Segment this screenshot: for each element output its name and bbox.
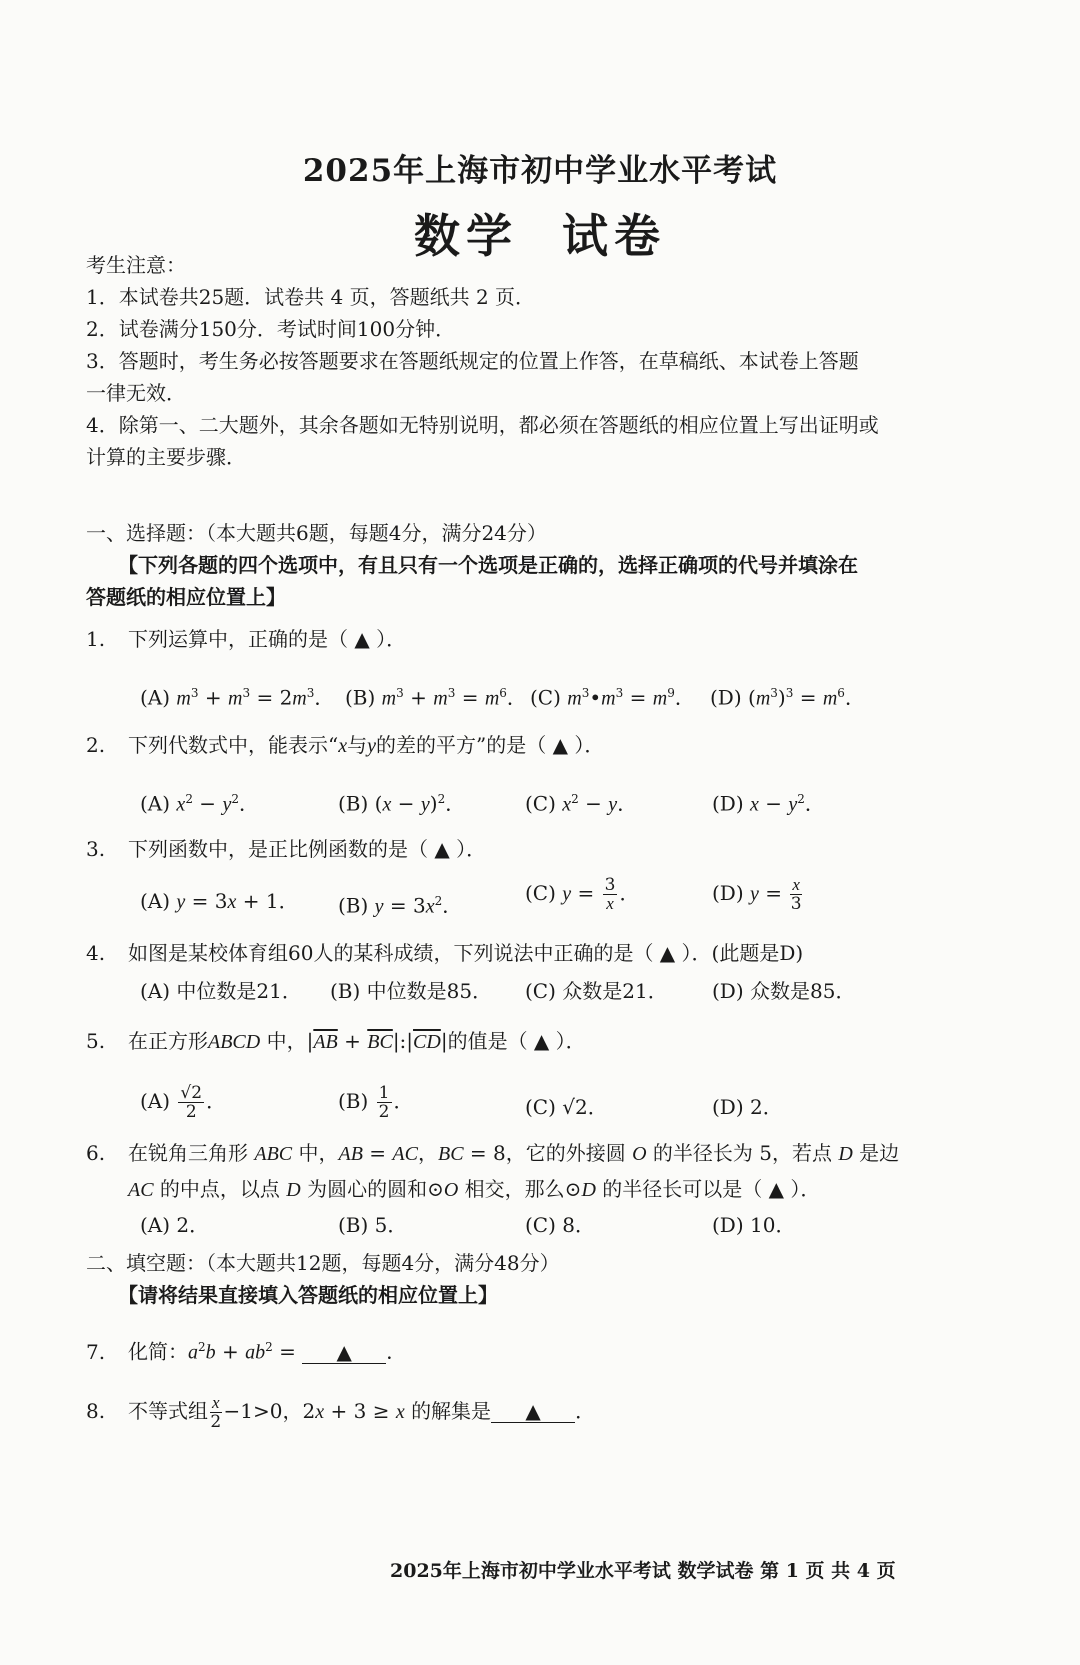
question-1-option-b: (B) $m^3 + m^3 = m^6$．: [345, 685, 527, 710]
question-5-option-a: (A) $\frac{√2}{2}$ ．: [140, 1083, 227, 1122]
question-7: 7. 化简：$a^2b + ab^2$ = ▲ ．: [86, 1339, 407, 1364]
question-6-stem-2: AC 的中点，以点 D 为圆心的圆和⊙O 相交，那么⊙D 的半径长可以是（ ▲ ）．: [128, 1177, 821, 1201]
section2-heading: 二、填空题：（本大题共12题，每题4分，满分48分）: [86, 1251, 560, 1275]
question-4-option-c: (C) 众数是21．: [525, 979, 668, 1003]
question-8: 8. 不等式组 $\frac{x}{2}$ −1>0，2x + 3 ≥ x 的解集是 ▲ ．: [86, 1393, 596, 1432]
exam-title: 2025年上海市初中学业水平考试: [302, 153, 778, 189]
question-1-option-d: (D) $(m^3)^3 = m^6$．: [710, 685, 865, 710]
section1-instruction-1: 【下列各题的四个选项中，有且只有一个选项是正确的，选择正确项的代号并填涂在: [118, 553, 858, 577]
answer-blank-7: ▲: [302, 1341, 386, 1364]
question-6-option-a: (A) 2．: [140, 1213, 210, 1237]
question-3-option-d: (D) y = $\frac{x}{3}$: [712, 875, 802, 914]
page-footer: 2025年上海市初中学业水平考试 数学试卷 第 1 页 共 4 页: [390, 1560, 896, 1582]
notice-item-4-cont: 计算的主要步骤．: [86, 445, 246, 469]
question-4-option-b: (B) 中位数是85．: [330, 979, 493, 1003]
question-4-option-d: (D) 众数是85．: [712, 979, 856, 1003]
notice-heading: 考生注意：: [86, 253, 186, 277]
question-5-option-b: (B) $\frac{1}{2}$ ．: [338, 1083, 414, 1122]
question-4-option-a: (A) 中位数是21．: [140, 979, 302, 1003]
notice-item-4: 4．除第一、二大题外，其余各题如无特别说明，都必须在答题纸的相应位置上写出证明或: [86, 413, 879, 437]
question-2-option-a: (A) $x^2 - y^2$．: [140, 791, 259, 816]
question-6-stem-1: 6. 在锐角三角形 ABC 中，AB = AC，BC = 8，它的外接圆 O 的半径长为 5，若点 D 是边: [86, 1141, 900, 1165]
answer-blank-8: ▲: [491, 1400, 575, 1423]
notice-item-1: 1．本试卷共25题．试卷共 4 页，答题纸共 2 页．: [86, 285, 536, 309]
question-5-option-c: (C) √2．: [525, 1095, 608, 1119]
question-6-option-d: (D) 10．: [712, 1213, 796, 1237]
section1-instruction-2: 答题纸的相应位置上】: [86, 585, 286, 609]
question-3-option-b: (B) $y = 3x^2$．: [338, 893, 463, 918]
question-2-option-d: (D) $x - y^2$．: [712, 791, 825, 816]
notice-item-3: 3．答题时，考生务必按答题要求在答题纸规定的位置上作答，在草稿纸、本试卷上答题: [86, 349, 859, 373]
question-5-stem: 5. 在正方形ABCD 中，$|\overline{AB}$ + $\overline{BC}|:|\overline{CD}|$的值是（ ▲ ）．: [86, 1029, 586, 1053]
section2-instruction: 【请将结果直接填入答题纸的相应位置上】: [118, 1283, 498, 1307]
question-2-option-c: (C) $x^2 - y$．: [525, 791, 638, 816]
question-2-option-b: (B) $(x - y)^2$．: [338, 791, 466, 816]
question-4-stem: 4. 如图是某校体育组60人的某科成绩，下列说法中正确的是（ ▲ ）．(此题是D): [86, 941, 804, 965]
question-3-stem: 3. 下列函数中，是正比例函数的是（ ▲ ）．: [86, 837, 487, 861]
notice-item-3-cont: 一律无效．: [86, 381, 186, 405]
question-1-option-c: (C) $m^3•m^3 = m^9$．: [530, 685, 695, 710]
paper-label: 试卷: [562, 209, 666, 263]
subject-label: 数学: [414, 209, 518, 263]
question-2-stem: 2. 下列代数式中，能表示“x与y的差的平方”的是（ ▲ ）．: [86, 733, 605, 757]
question-5-option-d: (D) 2．: [712, 1095, 783, 1119]
question-3-option-a: (A) y = 3x + 1．: [140, 889, 299, 913]
section1-heading: 一、选择题：（本大题共6题，每题4分，满分24分）: [86, 521, 547, 545]
question-6-option-b: (B) 5．: [338, 1213, 408, 1237]
question-1-stem: 1. 下列运算中，正确的是（ ▲ ）．: [86, 627, 407, 651]
question-3-option-c: (C) y = $\frac{3}{x}$ ．: [525, 875, 640, 913]
notice-item-2: 2．试卷满分150分．考试时间100分钟．: [86, 317, 456, 341]
question-1-option-a: (A) $m^3 + m^3 = 2m^3$．: [140, 685, 335, 710]
question-6-option-c: (C) 8．: [525, 1213, 595, 1237]
